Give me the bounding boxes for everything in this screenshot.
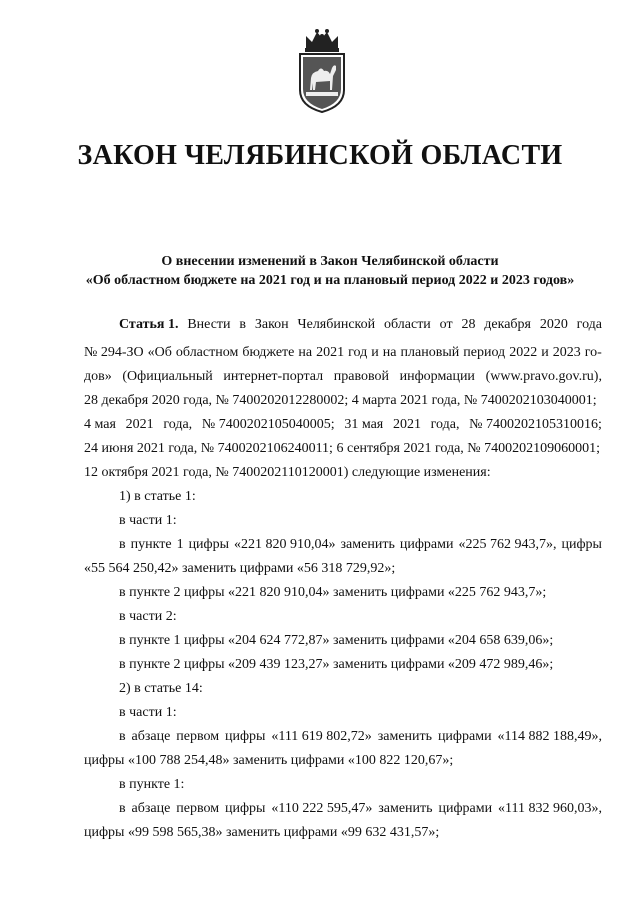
amendment-line: цифры «100 788 254,48» заменить цифрами «100 822 120,67»;: [84, 753, 454, 768]
amendment-line: 2) в статье 14:: [119, 681, 203, 696]
article-1-line-6: 24 июня 2021 года, № 7400202106240011; 6 сентября 2021 года, № 7400202109060001;: [84, 441, 601, 456]
law-subject-line-1: О внесении изменений в Закон Челябинской области: [161, 254, 499, 269]
law-subject: [60, 252, 600, 290]
article-1-line-2: № 294-ЗО «Об областном бюджете на 2021 год и на плановый период 2022 и 2023 го-: [84, 345, 602, 360]
amendment-line: в части 1:: [119, 513, 177, 528]
amendment-line: в пункте 1:: [119, 777, 185, 792]
amendment-line: в части 2:: [119, 609, 177, 624]
amendment-line: в пункте 2 цифры «221 820 910,04» заменить цифрами «225 762 943,7»;: [119, 585, 547, 600]
article-1-line-7: 12 октября 2021 года, № 7400202110120001) следующие изменения:: [84, 465, 491, 480]
coat-of-arms-emblem: [294, 26, 350, 114]
amendment-line: в пункте 1 цифры «204 624 772,87» заменить цифрами «204 658 639,06»;: [119, 633, 554, 648]
amendment-line-justified: в абзаце первом цифры «111 619 802,72» заменить цифрами «114 882 188,49»,: [119, 729, 602, 744]
law-body: [84, 313, 602, 845]
article-1-label: Статья 1.: [119, 317, 179, 332]
law-title: ЗАКОН ЧЕЛЯБИНСКОЙ ОБЛАСТИ: [77, 140, 563, 171]
article-1-line-5: 4 мая 2021 года, № 7400202105040005; 31 мая 2021 года, № 7400202105310016;: [84, 417, 602, 432]
article-1-line-4: 28 декабря 2020 года, № 7400202012280002; 4 марта 2021 года, № 7400202103040001;: [84, 393, 597, 408]
article-1-line-1: Статья 1. Внести в Закон Челябинской области от 28 декабря 2020 года: [84, 313, 602, 337]
amendment-line: цифры «99 598 565,38» заменить цифрами «99 632 431,57»;: [84, 825, 440, 840]
amendment-line: «55 564 250,42» заменить цифрами «56 318 729,92»;: [84, 561, 396, 576]
amendment-line: 1) в статье 1:: [119, 489, 196, 504]
amendment-line-justified: в абзаце первом цифры «110 222 595,47» заменить цифрами «111 832 960,03»,: [119, 801, 602, 816]
amendment-line: в пункте 2 цифры «209 439 123,27» заменить цифрами «209 472 989,46»;: [119, 657, 554, 672]
article-1-line-3: дов» (Официальный интернет-портал правовой информации (www.pravo.gov.ru),: [84, 369, 602, 384]
law-subject-line-2: «Об областном бюджете на 2021 год и на плановый период 2022 и 2023 годов»: [85, 273, 575, 288]
amendment-line-justified: в пункте 1 цифры «221 820 910,04» заменить цифрами «225 762 943,7», цифры: [119, 537, 602, 552]
amendment-line: в части 1:: [119, 705, 177, 720]
